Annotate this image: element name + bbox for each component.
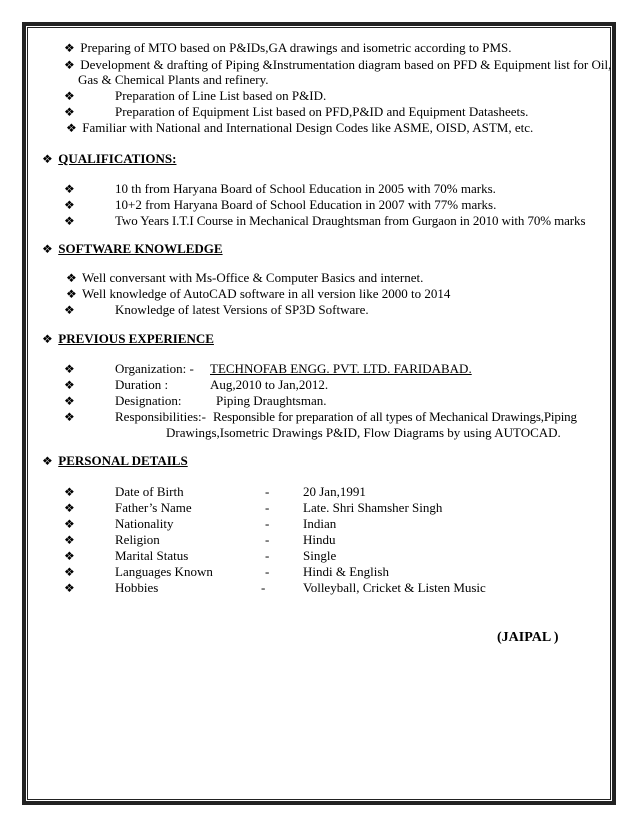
software-item: Knowledge of latest Versions of SP3D Software. (115, 302, 369, 317)
diamond-bullet-icon: ❖ (66, 271, 77, 285)
designation-value: Piping Draughtsman. (216, 393, 327, 408)
software-item: ❖ Well knowledge of AutoCAD software in all version like 2000 to 2014 (66, 286, 451, 301)
duty-item: ❖ Familiar with National and International Design Codes like ASME, OISD, ASTM, etc. (66, 120, 534, 135)
duty-item (64, 104, 77, 120)
personal-bullet (64, 516, 77, 532)
personal-bullet (64, 532, 77, 548)
qualification-bullet (64, 197, 77, 213)
personal-label: Hobbies (115, 580, 159, 595)
diamond-bullet-icon: ❖ (64, 182, 75, 196)
diamond-bullet-icon: ❖ (64, 501, 75, 515)
personal-label: Religion (115, 532, 160, 547)
duty-item (64, 88, 77, 104)
personal-label: Father’s Name (115, 500, 192, 515)
diamond-bullet-icon: ❖ (64, 198, 75, 212)
software-item: ❖ Well conversant with Ms-Office & Computer Basics and internet. (66, 270, 424, 285)
software-bullet (64, 302, 77, 318)
personal-value: 20 Jan,1991 (303, 484, 366, 499)
personal-separator: - (265, 484, 270, 499)
personal-value: Hindu (303, 532, 336, 547)
qualification-item: Two Years I.T.I Course in Mechanical Draughtsman from Gurgaon in 2010 with 70% marks (115, 213, 586, 228)
diamond-bullet-icon: ❖ (64, 565, 75, 579)
personal-label: Nationality (115, 516, 174, 531)
section-heading-experience: ❖ PREVIOUS EXPERIENCE (42, 331, 214, 346)
personal-bullet (64, 500, 77, 516)
personal-label: Marital Status (115, 548, 189, 563)
diamond-bullet-icon: ❖ (64, 485, 75, 499)
diamond-bullet-icon: ❖ (64, 533, 75, 547)
personal-bullet (64, 548, 77, 564)
personal-bullet (64, 484, 77, 500)
diamond-bullet-icon: ❖ (64, 362, 75, 376)
experience-bullet (64, 361, 77, 377)
responsibilities-label: Responsibilities:- (115, 409, 206, 424)
personal-label: Date of Birth (115, 484, 184, 499)
personal-bullet (64, 564, 77, 580)
personal-value: Volleyball, Cricket & Listen Music (303, 580, 486, 595)
diamond-bullet-icon: ❖ (64, 214, 75, 228)
diamond-bullet-icon: ❖ (64, 581, 75, 595)
signature-name: (JAIPAL ) (497, 630, 559, 645)
diamond-bullet-icon: ❖ (64, 89, 75, 103)
diamond-bullet-icon: ❖ (64, 58, 75, 72)
section-heading-software: ❖ SOFTWARE KNOWLEDGE (42, 241, 223, 256)
personal-value: Late. Shri Shamsher Singh (303, 500, 443, 515)
qualification-bullet (64, 213, 77, 229)
experience-bullet (64, 393, 77, 409)
qualification-item: 10 th from Haryana Board of School Education in 2005 with 70% marks. (115, 181, 496, 196)
diamond-bullet-icon: ❖ (64, 549, 75, 563)
section-heading-qualifications: ❖ QUALIFICATIONS: (42, 151, 177, 166)
diamond-bullet-icon: ❖ (64, 378, 75, 392)
diamond-bullet-icon: ❖ (66, 121, 77, 135)
personal-separator: - (261, 580, 266, 595)
responsibilities-text: Responsible for preparation of all types of Mechanical Drawings,Piping (213, 409, 577, 424)
personal-value: Indian (303, 516, 337, 531)
section-heading-personal: ❖ PERSONAL DETAILS (42, 453, 188, 468)
personal-separator: - (265, 564, 270, 579)
duty-item-continuation: Gas & Chemical Plants and refinery. (78, 72, 269, 87)
personal-separator: - (265, 500, 270, 515)
duration-label: Duration : (115, 377, 169, 392)
personal-bullet (64, 580, 77, 596)
experience-bullet (64, 409, 77, 425)
diamond-bullet-icon: ❖ (66, 287, 77, 301)
designation-label: Designation: (115, 393, 182, 408)
diamond-bullet-icon: ❖ (42, 332, 53, 346)
diamond-bullet-icon: ❖ (64, 394, 75, 408)
diamond-bullet-icon: ❖ (64, 517, 75, 531)
personal-label: Languages Known (115, 564, 213, 579)
diamond-bullet-icon: ❖ (64, 410, 75, 424)
organization-label: Organization: - (115, 361, 194, 376)
duty-item: ❖ Development & drafting of Piping &Instrumentation diagram based on PFD & Equipment list for Oil, (64, 57, 612, 72)
responsibilities-text-continued: Drawings,Isometric Drawings P&ID, Flow Diagrams by using AUTOCAD. (166, 425, 561, 440)
qualification-item: 10+2 from Haryana Board of School Education in 2007 with 77% marks. (115, 197, 497, 212)
personal-separator: - (265, 548, 270, 563)
duration-value: Aug,2010 to Jan,2012. (210, 377, 329, 392)
personal-separator: - (265, 516, 270, 531)
diamond-bullet-icon: ❖ (64, 303, 75, 317)
personal-value: Hindi & English (303, 564, 389, 579)
organization-value: TECHNOFAB ENGG. PVT. LTD. FARIDABAD. (210, 361, 472, 376)
personal-separator: - (265, 532, 270, 547)
qualification-bullet (64, 181, 77, 197)
personal-value: Single (303, 548, 337, 563)
experience-bullet (64, 377, 77, 393)
diamond-bullet-icon: ❖ (42, 454, 53, 468)
diamond-bullet-icon: ❖ (64, 41, 75, 55)
diamond-bullet-icon: ❖ (64, 105, 75, 119)
duty-item: ❖ Preparing of MTO based on P&IDs,GA drawings and isometric according to PMS. (64, 40, 512, 55)
diamond-bullet-icon: ❖ (42, 242, 53, 256)
diamond-bullet-icon: ❖ (42, 152, 53, 166)
